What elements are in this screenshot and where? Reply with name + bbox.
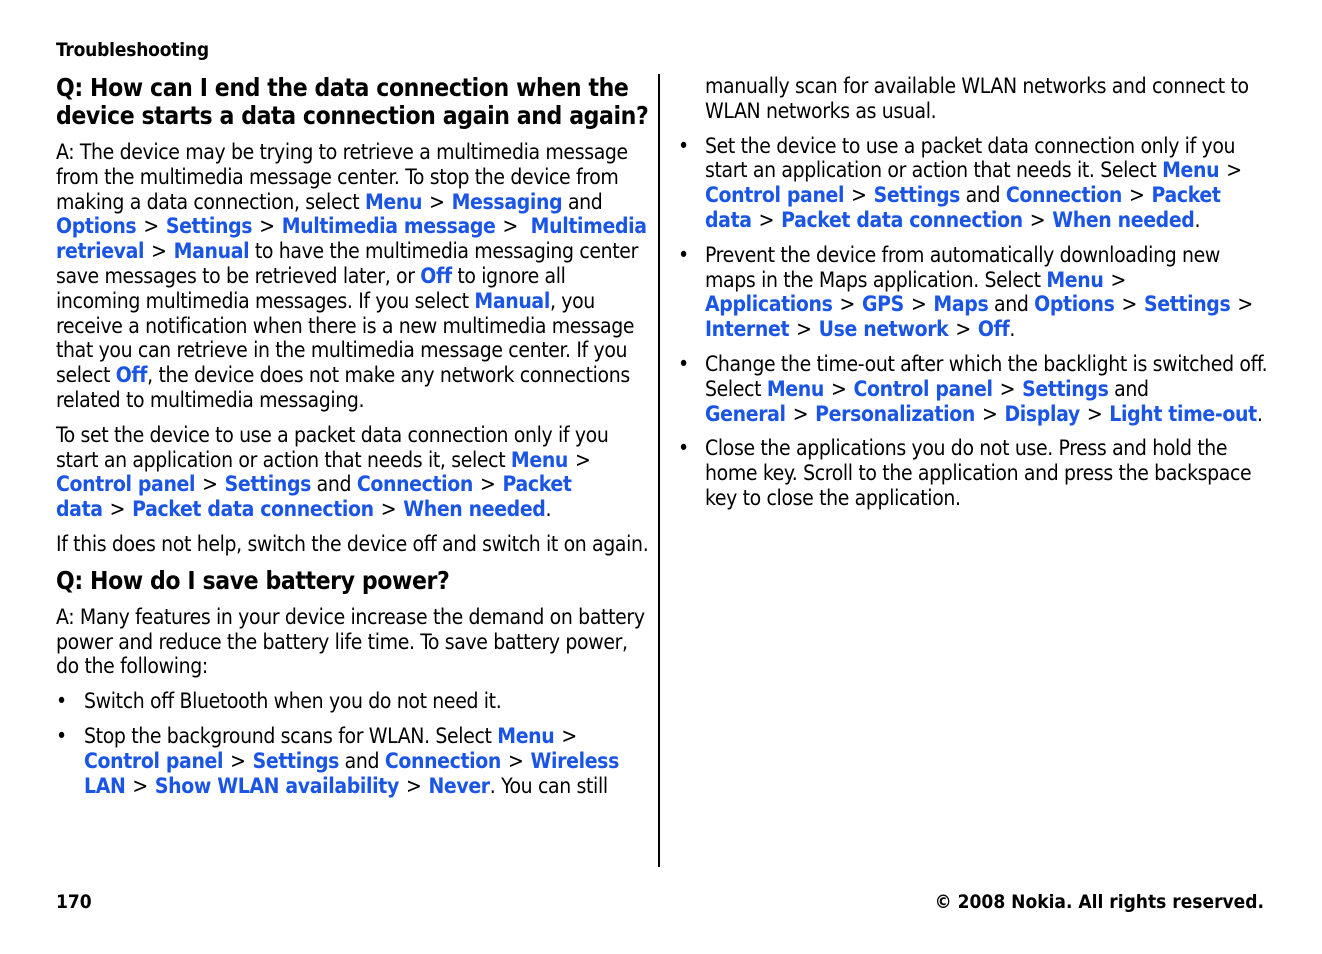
path-separator: > bbox=[830, 376, 847, 401]
text: and bbox=[311, 472, 357, 497]
menu-path-item: Settings bbox=[1022, 376, 1109, 401]
menu-path-item: Personalization bbox=[815, 401, 975, 426]
path-separator: > bbox=[1129, 183, 1145, 208]
menu-path-item: Control panel bbox=[853, 376, 993, 401]
menu-path-item: Packet data bbox=[56, 472, 572, 522]
path-separator: > bbox=[839, 292, 856, 317]
menu-path-item: Options bbox=[56, 214, 137, 239]
menu-path-item: Manual bbox=[173, 239, 250, 264]
copyright: © 2008 Nokia. All rights reserved. bbox=[934, 891, 1264, 913]
menu-path-item: Menu bbox=[1162, 158, 1220, 183]
path-separator: > bbox=[132, 773, 148, 798]
path-separator: > bbox=[202, 472, 218, 497]
menu-path-item: Settings bbox=[252, 748, 340, 773]
path-separator: > bbox=[955, 317, 971, 342]
text: . bbox=[1194, 207, 1201, 232]
path-separator: > bbox=[1110, 267, 1126, 292]
menu-path-item: Off bbox=[977, 317, 1010, 342]
menu-path-item: Off bbox=[420, 263, 452, 288]
answer-2-intro: A: Many features in your device increase the demand on battery power and reduce the battery life time. To save battery power, do the following: bbox=[56, 604, 645, 679]
text: , you receive a notification when there is a new multimedia message that you can retrieve in the multimedia message center. If you select bbox=[56, 288, 635, 388]
path-separator: > bbox=[999, 376, 1016, 401]
left-column bbox=[56, 74, 650, 808]
path-separator: > bbox=[561, 723, 577, 748]
list-item bbox=[678, 133, 1271, 233]
path-separator: > bbox=[109, 497, 126, 522]
menu-path-item: Settings bbox=[1143, 292, 1231, 317]
list-item bbox=[56, 689, 650, 714]
bullet-icon: • bbox=[56, 723, 67, 748]
path-separator: > bbox=[259, 214, 275, 239]
answer-1-paragraph-3: If this does not help, switch the device off and switch it on again. bbox=[56, 531, 649, 556]
bullet-icon: • bbox=[678, 133, 689, 158]
text: . You can still bbox=[489, 773, 608, 798]
page-number: 170 bbox=[56, 891, 92, 913]
text: Change the time-out after which the backlight is switched off. Select bbox=[705, 351, 1268, 401]
menu-path-item: Settings bbox=[224, 472, 312, 497]
bullet-icon: • bbox=[678, 351, 689, 376]
menu-path-item: Connection bbox=[1005, 183, 1123, 208]
bullet-icon: • bbox=[56, 689, 67, 714]
menu-path-item: When needed bbox=[403, 497, 546, 522]
menu-path-item: GPS bbox=[862, 292, 904, 317]
text: , the device does not make any network connections related to multimedia messaging. bbox=[56, 363, 630, 412]
column-divider bbox=[658, 74, 660, 867]
path-separator: > bbox=[405, 773, 422, 798]
path-separator: > bbox=[1086, 401, 1103, 426]
text: Prevent the device from automatically downloading new maps in the Maps application. Select bbox=[705, 242, 1220, 292]
bullet-icon: • bbox=[678, 436, 689, 461]
path-separator: > bbox=[910, 292, 927, 317]
path-separator: > bbox=[851, 183, 867, 208]
menu-path-item: Connection bbox=[356, 472, 474, 497]
text: to ignore all incoming multimedia messages. If you select bbox=[56, 263, 566, 313]
menu-path-item: Options bbox=[1034, 292, 1115, 317]
path-separator: > bbox=[792, 401, 809, 426]
menu-path-item: Internet bbox=[705, 317, 790, 342]
menu-path-item: Menu bbox=[766, 376, 824, 401]
menu-path-item: Use network bbox=[818, 317, 949, 342]
question-2-title: Q: How do I save battery power? bbox=[56, 565, 450, 595]
menu-path-item: Settings bbox=[873, 183, 961, 208]
path-separator: > bbox=[151, 239, 167, 264]
text: . bbox=[1256, 401, 1263, 426]
battery-tips-list-continued bbox=[678, 133, 1271, 511]
menu-path-item: Control panel bbox=[56, 472, 196, 497]
text: . bbox=[1009, 317, 1015, 342]
path-separator: > bbox=[1121, 292, 1137, 317]
path-separator: > bbox=[981, 401, 998, 426]
menu-path-item: Menu bbox=[510, 447, 569, 472]
menu-path-item: General bbox=[705, 401, 786, 426]
path-separator: > bbox=[480, 472, 496, 497]
section-header: Troubleshooting bbox=[56, 39, 209, 61]
text: and bbox=[960, 183, 1006, 208]
path-separator: > bbox=[796, 317, 812, 342]
menu-path-item: Menu bbox=[364, 189, 423, 214]
path-separator: > bbox=[143, 214, 159, 239]
answer-1-paragraph-2 bbox=[56, 423, 650, 522]
battery-tips-list bbox=[56, 689, 650, 798]
menu-path-item: Packet data connection bbox=[132, 497, 374, 522]
menu-path-item: Manual bbox=[474, 288, 550, 313]
path-separator: > bbox=[429, 189, 445, 214]
menu-path-item: Settings bbox=[165, 214, 253, 239]
menu-path-item: Connection bbox=[384, 748, 502, 773]
menu-path-item: Display bbox=[1004, 401, 1080, 426]
path-separator: > bbox=[1237, 292, 1253, 317]
text: Stop the background scans for WLAN. Select bbox=[84, 723, 498, 748]
list-item bbox=[56, 724, 650, 798]
path-separator: > bbox=[758, 207, 775, 232]
answer-1-paragraph-1 bbox=[56, 140, 650, 413]
text: . bbox=[545, 497, 552, 522]
text: Switch off Bluetooth when you do not need it. bbox=[84, 689, 502, 714]
text: Close the applications you do not use. Press and hold the home key. Scroll to the application and press the backspace key to close the application. bbox=[705, 436, 1252, 510]
right-column bbox=[678, 74, 1271, 521]
menu-path-item: Control panel bbox=[705, 183, 845, 208]
text: Set the device to use a packet data connection only if you start an application or action that needs it. Select bbox=[705, 133, 1236, 183]
menu-path-item: Light time-out bbox=[1109, 401, 1257, 426]
menu-path-item: Menu bbox=[497, 723, 555, 748]
list-item bbox=[678, 351, 1271, 426]
text: and bbox=[1108, 376, 1149, 401]
menu-path-item: Control panel bbox=[84, 748, 224, 773]
path-separator: > bbox=[230, 748, 246, 773]
menu-path-item: Menu bbox=[1046, 267, 1104, 292]
menu-path-item: Packet data connection bbox=[781, 207, 1023, 232]
menu-path-item: When needed bbox=[1052, 207, 1195, 232]
text: To set the device to use a packet data connection only if you start an application or action that needs it, select bbox=[56, 422, 609, 472]
menu-path-item: Applications bbox=[705, 292, 833, 317]
menu-path-item: Packet data bbox=[705, 183, 1221, 232]
menu-path-item: Never bbox=[428, 773, 490, 798]
text: and bbox=[339, 748, 385, 773]
text: A: The device may be trying to retrieve a multimedia message from the multimedia message center. To stop the device from making a data connection, select bbox=[56, 140, 628, 214]
path-separator: > bbox=[502, 214, 519, 239]
text: and bbox=[562, 189, 603, 214]
continued-text: manually scan for available WLAN networks and connect to WLAN networks as usual. bbox=[705, 74, 1249, 123]
list-item bbox=[678, 242, 1271, 342]
menu-path-item: Multimedia message bbox=[281, 214, 496, 239]
path-separator: > bbox=[1226, 158, 1242, 183]
menu-path-item: Messaging bbox=[451, 189, 563, 214]
menu-path-item: Wireless LAN bbox=[84, 748, 619, 798]
menu-path-item: Maps bbox=[933, 292, 989, 317]
menu-path-item: Show WLAN availability bbox=[154, 773, 399, 798]
question-1-title: Q: How can I end the data connection when the device starts a data connection again and again? bbox=[56, 73, 649, 130]
path-separator: > bbox=[575, 447, 591, 472]
path-separator: > bbox=[380, 497, 397, 522]
path-separator: > bbox=[1029, 207, 1046, 232]
menu-path-item: Multimedia retrieval bbox=[56, 214, 647, 264]
bullet-icon: • bbox=[678, 242, 689, 267]
menu-path-item: Off bbox=[115, 363, 148, 388]
path-separator: > bbox=[508, 748, 524, 773]
text: to have the multimedia messaging center save messages to be retrieved later, or bbox=[56, 239, 638, 288]
list-item bbox=[678, 436, 1271, 510]
text: and bbox=[988, 292, 1035, 317]
